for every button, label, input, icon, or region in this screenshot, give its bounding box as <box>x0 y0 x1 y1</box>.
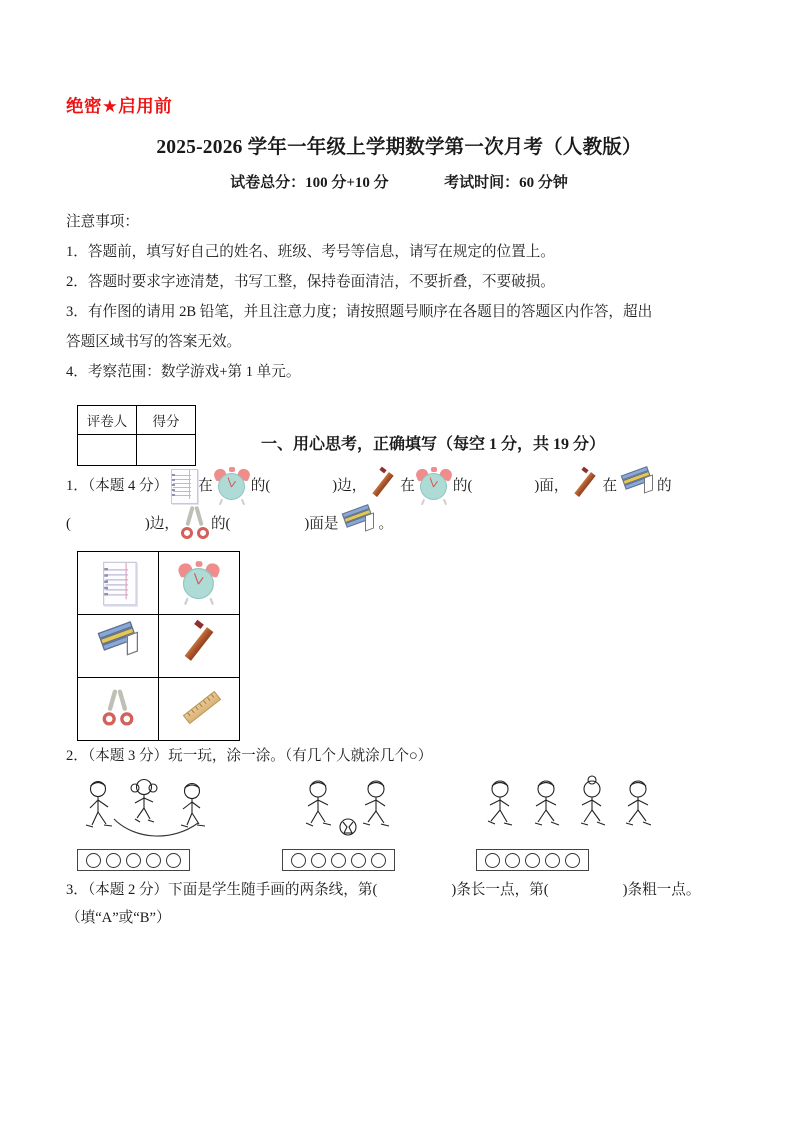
question-1-line-1 <box>66 467 732 505</box>
circle[interactable] <box>291 853 306 868</box>
circle[interactable] <box>126 853 141 868</box>
total-score-label: 试卷总分：100 分+10 分 <box>230 175 389 191</box>
question-1-number: 1．（本题 4 分） <box>66 477 169 494</box>
question-1-line-2 <box>66 505 732 543</box>
notice-item-3: 3．有作图的请用 2B 铅笔，并且注意力度；请按照题号顺序在各题目的答题区内作答，超出 <box>66 303 653 320</box>
table-row <box>78 678 240 741</box>
table-row <box>78 615 240 678</box>
clock-icon <box>177 562 221 606</box>
circle-box-group-2[interactable] <box>282 849 395 871</box>
pencil-icon <box>568 469 602 503</box>
question-3-line-2: （填“A”或“B”） <box>66 909 171 926</box>
clock-icon <box>213 467 251 505</box>
question-2-illustrations <box>66 775 732 847</box>
grid-cell-ruler <box>159 678 240 741</box>
grid-cell-pencil <box>159 615 240 678</box>
question-2 <box>66 743 732 875</box>
circle[interactable] <box>106 853 121 868</box>
notebook-icon <box>168 467 198 505</box>
question-3-text-b: )条长一点，第( <box>451 882 549 899</box>
circle[interactable] <box>525 853 540 868</box>
question-2-text: 2．（本题 3 分）玩一玩，涂一涂。（有几个人就涂几个○） <box>66 748 433 765</box>
scissors-icon <box>100 689 135 731</box>
circle[interactable] <box>485 853 500 868</box>
circle[interactable] <box>505 853 520 868</box>
circle[interactable] <box>311 853 326 868</box>
eraser-icon <box>617 471 657 501</box>
grid-cell-notebook <box>78 552 159 615</box>
circle-box-group-1[interactable] <box>77 849 190 871</box>
question-3-text-a: 3．（本题 2 分）下面是学生随手画的两条线，第( <box>66 882 378 899</box>
grid-cell-clock <box>159 552 240 615</box>
soccer-group-icon <box>288 775 463 847</box>
score-time-row <box>66 171 732 192</box>
section-one-block <box>66 405 732 467</box>
page-content <box>66 96 732 933</box>
circle[interactable] <box>565 853 580 868</box>
q1-text-1: 在 <box>198 477 213 494</box>
grader-table <box>77 405 196 466</box>
q1-l2-text-3: 的( <box>210 515 231 532</box>
grid-cell-eraser <box>78 615 159 678</box>
eraser-icon <box>93 628 143 666</box>
circle[interactable] <box>351 853 366 868</box>
q1-l2-text-1: ( <box>66 515 71 532</box>
eraser-icon <box>338 509 378 539</box>
q1-text-5: 的( <box>452 477 473 494</box>
q1-text-3: )边， <box>332 477 367 494</box>
running-group-icon <box>478 775 693 847</box>
q1-text-8: 的 <box>657 477 672 494</box>
q1-text-6: )面， <box>534 477 569 494</box>
question-2-answer-boxes <box>66 849 732 875</box>
ruler-icon <box>176 686 222 732</box>
circle[interactable] <box>86 853 101 868</box>
question-3-text-c: )条粗一点。 <box>622 882 701 899</box>
question-1 <box>66 467 732 741</box>
notice-item-3-cont: 答题区域书写的答案无效。 <box>66 333 242 350</box>
page-title: 2025-2026 学年一年级上学期数学第一次月考（人教版） <box>156 137 642 158</box>
table-row-values <box>78 435 196 466</box>
q1-l2-text-5: 。 <box>378 515 394 532</box>
circle[interactable] <box>331 853 346 868</box>
notice-item-1: 1．答题前，填写好自己的姓名、班级、考号等信息，请写在规定的位置上。 <box>66 243 555 260</box>
section-one-heading: 一、用心思考，正确填写（每空 1 分，共 19 分） <box>261 436 606 454</box>
grid-cell-scissors <box>78 678 159 741</box>
grader-value-score[interactable] <box>137 435 196 466</box>
table-row <box>78 552 240 615</box>
q1-text-2: 的( <box>250 477 271 494</box>
pencil-icon <box>366 469 400 503</box>
pencil-icon <box>176 623 222 669</box>
notebook-icon <box>99 560 137 608</box>
notice-item-2: 2．答题时要求字迹清楚，书写工整，保持卷面清洁，不要折叠，不要破损。 <box>66 273 555 290</box>
circle[interactable] <box>166 853 181 868</box>
notice-title: 注意事项： <box>66 214 139 230</box>
question-3-line-1 <box>66 877 732 905</box>
secret-notice: 绝密★启用前 <box>66 96 173 116</box>
grader-value-reviewer[interactable] <box>78 435 137 466</box>
q1-text-4: 在 <box>400 477 415 494</box>
circle[interactable] <box>146 853 161 868</box>
grader-header-reviewer: 评卷人 <box>78 406 137 435</box>
question-3 <box>66 877 732 932</box>
notice-item-4: 4．考察范围：数学游戏+第 1 单元。 <box>66 363 301 380</box>
notice-block <box>66 208 732 387</box>
jump-rope-group-icon <box>74 775 274 847</box>
q1-l2-text-4: )面是 <box>304 515 339 532</box>
q1-text-7: 在 <box>602 477 618 494</box>
clock-icon <box>415 467 453 505</box>
stationery-grid <box>77 551 240 741</box>
grader-header-score: 得分 <box>137 406 196 435</box>
exam-time-label: 考试时间：60 分钟 <box>444 175 568 191</box>
circle-box-group-3[interactable] <box>476 849 589 871</box>
scissors-icon <box>179 505 211 543</box>
table-row-headers <box>78 406 196 435</box>
q1-l2-text-2: )边， <box>144 515 179 532</box>
circle[interactable] <box>545 853 560 868</box>
circle[interactable] <box>371 853 386 868</box>
